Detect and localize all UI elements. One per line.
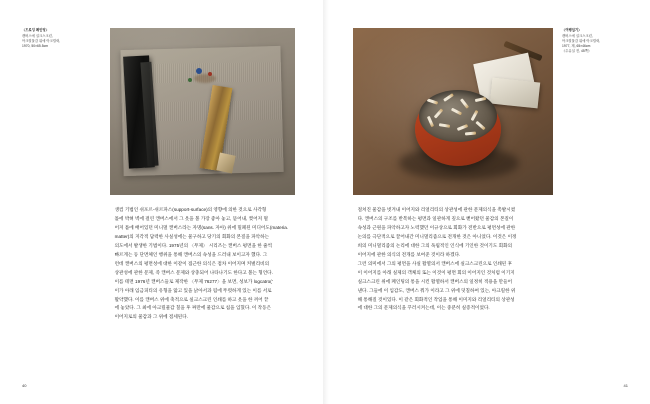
right-page-body-text	[353, 206, 553, 313]
blue-paint-dot	[196, 68, 202, 74]
left-body-paragraph-3: 어져 틀에 배어있던 미니멀 캔버스라는 자명(sans. 자아) 위에 밀폐된 미디어도(materia.	[114, 224, 289, 230]
left-body-paragraph-5: 의도에서 발생한 기법이다. 1975년의 〈무제〉 시리즈는 캔버스 평면을 한 줄씩	[114, 242, 273, 248]
right-body-paragraph-10: 낸다. 그들에 이 입감도, 캔버스 뭐가 이라고 그 위에 덧칠하여 있는, 아크릴한 위	[357, 287, 516, 293]
right-body-paragraph-11: 해 통해질 것이있다. 이 같은 회화적인 작업을 통해 이미지와 리얼리티의 상관성	[357, 296, 515, 302]
right-page-caption	[562, 28, 628, 54]
right-caption-line-1: 캔버스에 실크스크린,	[562, 33, 593, 38]
left-body-paragraph-7: 런데 캔버스의 평면성에 대한 이같이 접근한 의식은 점차 이어지며 커벌리비의	[114, 260, 270, 266]
right-body-paragraph-3: 속성과 근원을 파악하고자 노력했던 이규상으로 회화가 전반으로 평면성에 관한	[357, 224, 516, 230]
right-body-paragraph-4: 논의를 극단적으로 끌어내간 미니멀리즘으로 전개한 것은 아니었다. 이것은 이정	[357, 233, 517, 239]
cigarette-butt-pile	[419, 90, 497, 142]
left-page-artwork-plate	[110, 28, 295, 195]
left-caption-line-1: 캔버스에 실크스크린,	[22, 33, 53, 38]
left-page-caption	[22, 28, 88, 49]
right-caption-title: 〈여행일기〉	[562, 28, 582, 32]
right-caption-line-2: 아크릴물감 위에 아크릴릭,	[562, 38, 601, 43]
left-body-paragraph-6: 빠르게는 등 단면체인 행위을 통해 캔버스의 속성을 드러내 보이고자 했다. 그	[114, 251, 268, 257]
left-body-paragraph-4: matter)의 지각적 담력한 사실성에는 물구하고 당기의 회화의 본질을 파악하는	[114, 233, 270, 239]
left-page-folio: 40	[22, 383, 27, 388]
right-caption-line-4: 《수유실 전, 45쪽》	[562, 48, 592, 53]
left-body-paragraph-1: 생컴 기법인 쉬포르-쉬르파스(support-surface)의 영향에 의한 것으로 사각형	[114, 207, 267, 212]
left-body-paragraph-12: 에 놓았다. 그 최에 아크릴물감 칠을 후 짜만에 물감으로 침을 입혔다. 이 작동은	[114, 305, 272, 311]
left-body-paragraph-11: 활약했다. 이를 캔버스 위에 축적으로 실크스크린 인쇄를 하고 옷을 한 꺼어 끝	[114, 296, 269, 302]
left-caption-title: 〈드로잉 페인팅〉	[22, 28, 49, 32]
right-body-paragraph-5: 희의 미니멀리즘의 논리에 대한 그의 독립적인 인식에 기인한 것이기도 회화의	[357, 242, 513, 248]
right-body-paragraph-7: 그런 의미에서 그의 평면을 사실 활열의서 캔버스에 실크스크린으로 인쇄된 후	[357, 260, 513, 266]
right-body-paragraph-2: 다. 캔버스의 구조를 반복하는 평면과 일관하게 깊으로 뻗어왔던 물감의 본질이	[357, 215, 514, 221]
crumpled-paper-sheet-secondary	[490, 78, 540, 109]
green-paint-dot	[188, 78, 192, 82]
right-page-artwork-plate	[353, 28, 553, 195]
left-body-paragraph-10: 이가 아래 임금피티의 유형을 앓고 있을 낡아서과 됨에 뚜렷하게 있는 이를 서로	[114, 287, 272, 293]
right-page-folio: 41	[623, 383, 628, 388]
left-page-body-text	[110, 206, 295, 322]
right-body-paragraph-12: 에 대한 그의 문제의식을 꾸러시켜는데, 이는 중분히 실증적이었다.	[357, 305, 490, 311]
left-body-paragraph-8: 상관성에 관한 문제, 즉 캔버스 문제와 상충되어 나타나기도 한다고 볼는 형언다.	[114, 269, 273, 275]
right-page	[325, 0, 650, 404]
right-body-paragraph-6: 이어지에 관한 의식의 전개를 보여준 것이라 하겠다.	[357, 251, 461, 257]
right-body-paragraph-1: 절쳐진 물감을 벗겨내 이어지와 리얼리티의 상관성에 관한 문제의식을 촉발시켰	[357, 207, 516, 212]
right-body-paragraph-9: 실크스크린 위에 페인팅의 통을 시킨 활열하서 캔버스의 일정히 적용을 만들어	[357, 278, 513, 284]
paint-smear	[194, 74, 216, 83]
right-caption-line-3: 1977, 재, 65×46cm	[562, 43, 591, 48]
left-caption-line-3: 1970, 50×65.5cm	[22, 43, 49, 48]
left-body-paragraph-13: 이어지로의 물감과 그 위에 점세된다.	[114, 314, 188, 320]
red-paint-dot	[208, 72, 212, 76]
left-caption-line-2: 아크릴물감 위에 아크릴릭,	[22, 38, 61, 43]
left-body-paragraph-2: 틀에 박혀 벽에 걸린 캔버스에서 그 옷을 볼 가장 좋아 놓고, 뜯어내, 찢어져 떨	[114, 215, 268, 221]
left-body-paragraph-9: 이를 테면 1976년 캔버스들로 제작한 〈무제 76277〉을 보면, 성보가 logcatro('	[114, 278, 273, 284]
right-body-paragraph-8: 이 이어지를 아래 실제의 객체의 또는 이것이 평면 회의 이어지인 것처럼 이기지	[357, 269, 515, 275]
